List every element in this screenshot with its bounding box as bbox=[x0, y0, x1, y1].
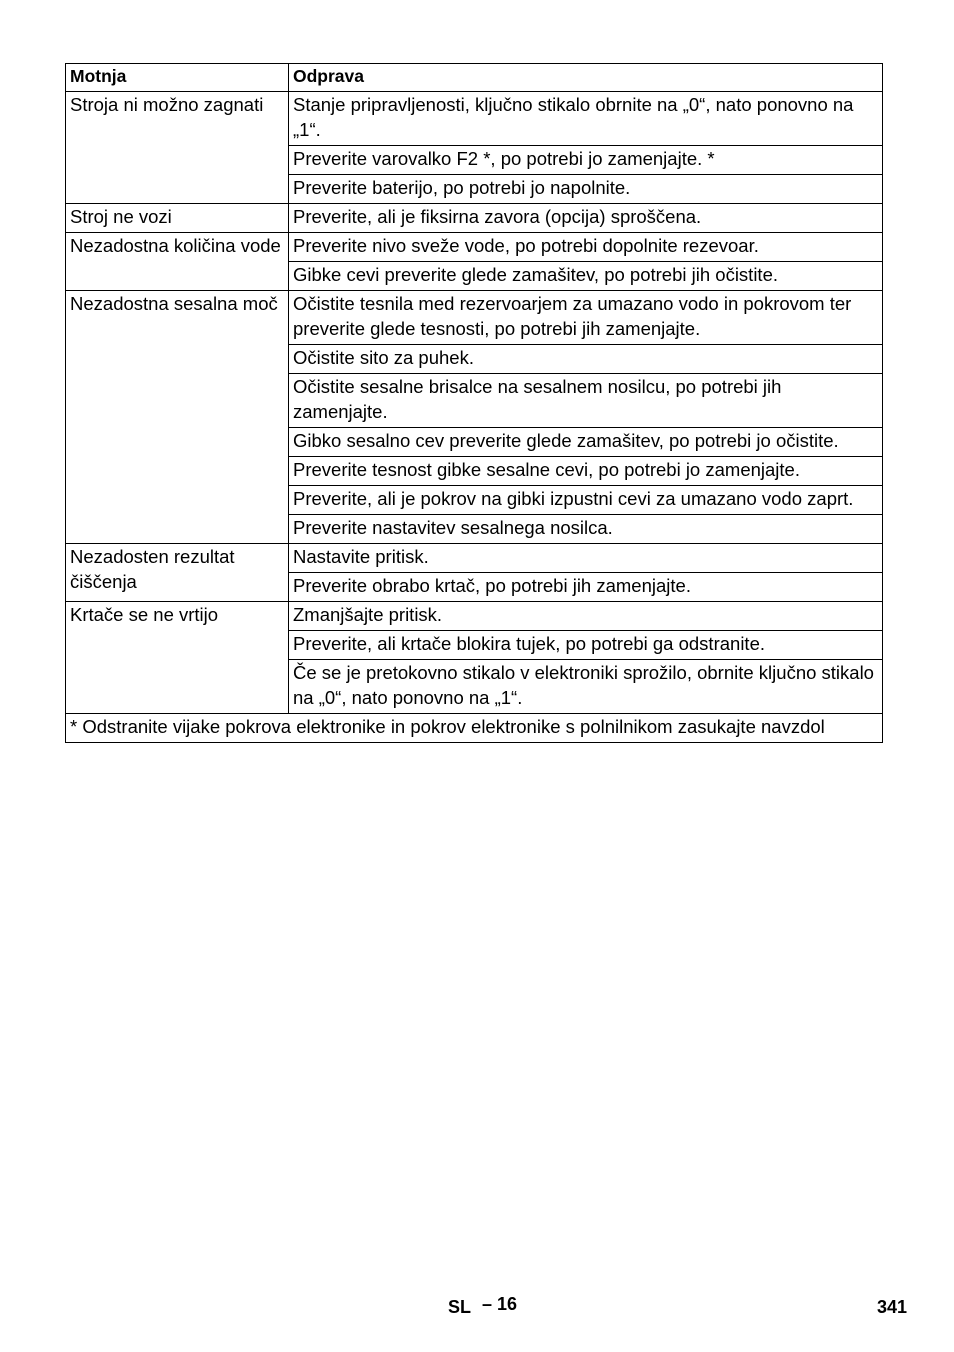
remedy-cell: Gibko sesalno cev preverite glede zamašitev, po potrebi jo očistite. bbox=[289, 428, 883, 457]
remedy-cell: Preverite baterijo, po potrebi jo napolnite. bbox=[289, 175, 883, 204]
remedy-cell: Če se je pretokovno stikalo v elektroniki sprožilo, obrnite ključno stikalo na „0“, nato ponovno na „1“. bbox=[289, 660, 883, 714]
table-row bbox=[66, 233, 883, 262]
fault-cell: Nezadostna količina vode bbox=[66, 233, 289, 291]
remedy-cell: Zmanjšajte pritisk. bbox=[289, 602, 883, 631]
remedy-cell: Gibke cevi preverite glede zamašitev, po potrebi jih očistite. bbox=[289, 262, 883, 291]
table-header-row bbox=[66, 64, 883, 92]
table-row bbox=[66, 544, 883, 573]
fault-cell: Stroj ne vozi bbox=[66, 204, 289, 233]
fault-cell: Nezadosten rezultat čiščenja bbox=[66, 544, 289, 602]
remedy-cell: Preverite obrabo krtač, po potrebi jih zamenjajte. bbox=[289, 573, 883, 602]
remedy-cell: Preverite tesnost gibke sesalne cevi, po potrebi jo zamenjajte. bbox=[289, 457, 883, 486]
remedy-cell: Očistite tesnila med rezervoarjem za umazano vodo in pokrovom ter preverite glede tesnosti, po potrebi jih zamenjajte. bbox=[289, 291, 883, 345]
remedy-cell: Preverite, ali je fiksirna zavora (opcija) sproščena. bbox=[289, 204, 883, 233]
remedy-cell: Preverite nivo sveže vode, po potrebi dopolnite rezevoar. bbox=[289, 233, 883, 262]
remedy-cell: Preverite, ali krtače blokira tujek, po potrebi ga odstranite. bbox=[289, 631, 883, 660]
fault-cell: Nezadostna sesalna moč bbox=[66, 291, 289, 544]
table-row bbox=[66, 92, 883, 146]
table-row bbox=[66, 291, 883, 345]
remedy-cell: Stanje pripravljenosti, ključno stikalo obrnite na „0“, nato ponovno na „1“. bbox=[289, 92, 883, 146]
page-number: 341 bbox=[877, 1297, 908, 1317]
remedy-cell: Preverite nastavitev sesalnega nosilca. bbox=[289, 515, 883, 544]
header-remedy: Odprava bbox=[289, 64, 883, 92]
footer-section-number: – 16 bbox=[482, 1294, 518, 1314]
remedy-cell: Očistite sito za puhek. bbox=[289, 345, 883, 374]
remedy-cell: Očistite sesalne brisalce na sesalnem nosilcu, po potrebi jih zamenjajte. bbox=[289, 374, 883, 428]
remedy-cell: Nastavite pritisk. bbox=[289, 544, 883, 573]
fault-cell: Krtače se ne vrtijo bbox=[66, 602, 289, 714]
header-fault: Motnja bbox=[66, 64, 289, 92]
footer-language: SL bbox=[448, 1297, 472, 1317]
remedy-cell: Preverite, ali je pokrov na gibki izpustni cevi za umazano vodo zaprt. bbox=[289, 486, 883, 515]
footnote-row bbox=[66, 714, 883, 743]
footnote: * Odstranite vijake pokrova elektronike in pokrov elektronike s polnilnikom zasukajte navzdol bbox=[66, 714, 883, 743]
troubleshooting-table bbox=[65, 63, 883, 743]
table-row bbox=[66, 204, 883, 233]
table-row bbox=[66, 602, 883, 631]
remedy-cell: Preverite varovalko F2 *, po potrebi jo zamenjajte. * bbox=[289, 146, 883, 175]
fault-cell: Stroja ni možno zagnati bbox=[66, 92, 289, 204]
table-body bbox=[66, 92, 883, 714]
